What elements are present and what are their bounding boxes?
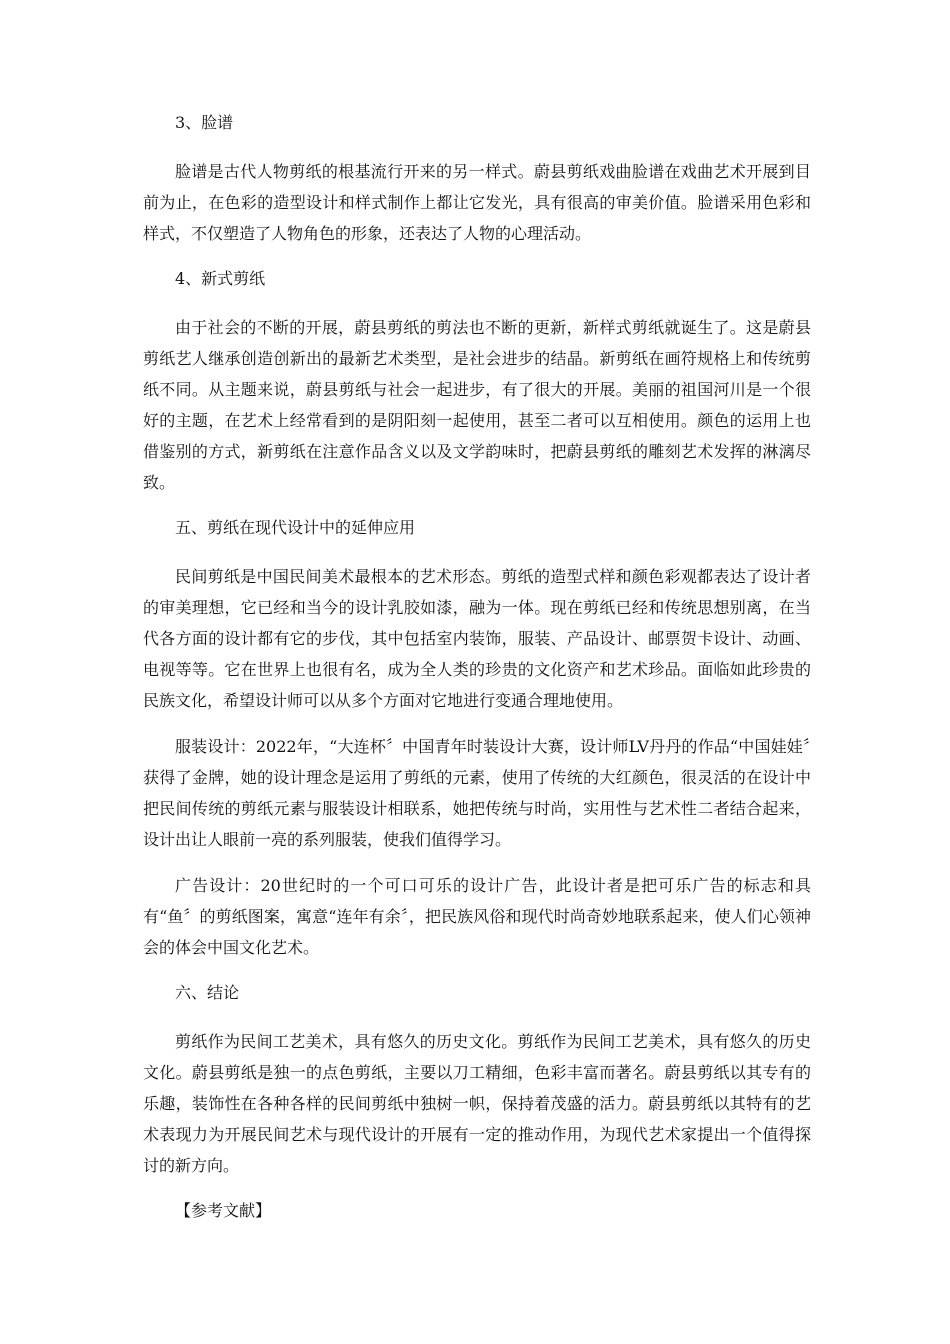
paragraph-conclusion: 剪纸作为民间工艺美术，具有悠久的历史文化。剪纸作为民间工艺美术，具有悠久的历史文化。蔚县剪纸是独一的点色剪纸，主要以刀工精细，色彩丰富而著名。蔚县剪纸以其专有的乐趣，装饰性在各种各样的民间剪纸中独树一帜，保持着茂盛的活力。蔚县剪纸以其特有的艺术表现力为开展民间艺术与现代设计的开展有一定的推动作用，为现代艺术家提出一个值得探讨的新方向。: [143, 1032, 811, 1175]
section-heading-modern-design: 五、剪纸在现代设计中的延伸应用: [175, 518, 416, 537]
document-page: [143, 108, 811, 1226]
section-heading-conclusion: 六、结论: [175, 983, 240, 1002]
paragraph-new-style: 由于社会的不断的开展，蔚县剪纸的剪法也不断的更新，新样式剪纸就诞生了。这是蔚县剪纸艺人继承创造创新出的最新艺术类型，是社会进步的结晶。新剪纸在画符规格上和传统剪纸不同。从主题来说，蔚县剪纸与社会一起进步，有了很大的开展。美丽的祖国河川是一个很好的主题，在艺术上经常看到的是阴阳刻一起使用，甚至二者可以互相使用。颜色的运用上也借鉴别的方式，新剪纸在注意作品含义以及文学韵味时，把蔚县剪纸的雕刻艺术发挥的淋漓尽致。: [143, 318, 811, 492]
section-heading-new-style: 4、新式剪纸: [175, 269, 266, 288]
paragraph-modern-design-intro: 民间剪纸是中国民间美术最根本的艺术形态。剪纸的造型式样和颜色彩观都表达了设计者的审美理想，它已经和当今的设计乳胶如漆，融为一体。现在剪纸已经和传统思想别离，在当代各方面的设计都有它的步伐，其中包括室内装饰，服装、产品设计、邮票贺卡设计、动画、电视等等。它在世界上也很有名，成为全人类的珍贵的文化资产和艺术珍品。面临如此珍贵的民族文化，希望设计师可以从多个方面对它地进行变通合理地使用。: [143, 567, 811, 710]
section-heading-face-mask: 3、脸谱: [175, 113, 234, 132]
paragraph-fashion-design: 服装设计：2022年，“大连杯〞中国青年时装设计大赛，设计师LV丹丹的作品“中国娃娃〞获得了金牌，她的设计理念是运用了剪纸的元素，使用了传统的大红颜色，很灵活的在设计中把民间传统的剪纸元素与服装设计相联系，她把传统与时尚，实用性与艺术性二者结合起来，设计出让人眼前一亮的系列服装，使我们值得学习。: [143, 737, 811, 849]
paragraph-ad-design: 广告设计：20世纪时的一个可口可乐的设计广告，此设计者是把可乐广告的标志和具有“鱼〞的剪纸图案，寓意“连年有余〞，把民族风俗和现代时尚奇妙地联系起来，使人们心领神会的体会中国文化艺术。: [143, 876, 811, 957]
paragraph-face-mask: 脸谱是古代人物剪纸的根基流行开来的另一样式。蔚县剪纸戏曲脸谱在戏曲艺术开展到目前为止，在色彩的造型设计和样式制作上都让它发光，具有很高的审美价值。脸谱采用色彩和样式，不仅塑造了人物角色的形象，还表达了人物的心理活动。: [143, 162, 811, 243]
references-heading: 【参考文献】: [175, 1201, 272, 1220]
